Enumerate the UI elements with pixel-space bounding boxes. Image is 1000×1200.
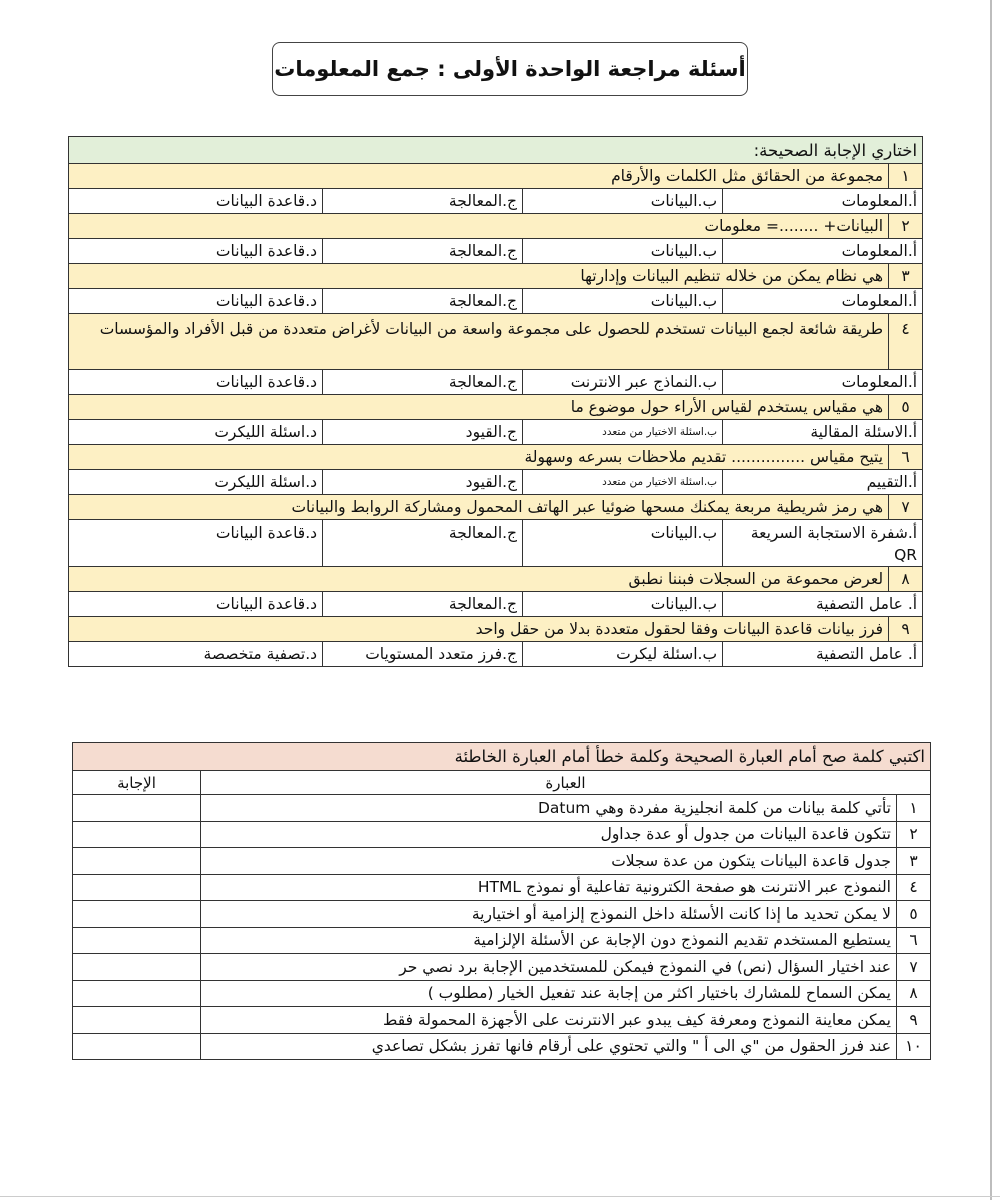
options-row xyxy=(69,592,923,617)
question-row xyxy=(69,214,923,239)
option-b[interactable]: ب.اسئلة الاختيار من متعدد xyxy=(523,470,723,495)
answer-column-header: الإجابة xyxy=(73,771,201,795)
statement-text: جدول قاعدة البيانات يتكون من عدة سجلات xyxy=(201,848,897,875)
statement-number: ١ xyxy=(897,795,931,822)
options-row xyxy=(69,370,923,395)
question-text: يتيح مقياس ............... تقديم ملاحظات بسرعه وسهولة xyxy=(69,445,889,470)
options-row xyxy=(69,189,923,214)
statement-text: يمكن السماح للمشارك باختيار اكثر من إجابة عند تفعيل الخيار (مطلوب ) xyxy=(201,980,897,1007)
question-row xyxy=(69,264,923,289)
question-row xyxy=(69,617,923,642)
option-b[interactable]: ب.البيانات xyxy=(523,289,723,314)
statement-column-header: العبارة xyxy=(201,771,931,795)
question-text: هي رمز شريطية مربعة يمكنك مسحها ضوئيا عبر الهاتف المحمول ومشاركة الروابط والبيانات xyxy=(69,495,889,520)
option-a[interactable]: أ.شفرة الاستجابة السريعة QR xyxy=(723,520,923,567)
option-c[interactable]: ج.المعالجة xyxy=(323,592,523,617)
mcq-header-row xyxy=(69,137,923,164)
answer-cell[interactable] xyxy=(73,848,201,875)
option-b[interactable]: ب.النماذج عبر الانترنت xyxy=(523,370,723,395)
question-number: ٥ xyxy=(889,395,923,420)
answer-cell[interactable] xyxy=(73,954,201,981)
option-d[interactable]: د.تصفية متخصصة xyxy=(69,642,323,667)
option-d[interactable]: د.قاعدة البيانات xyxy=(69,520,323,567)
question-text: لعرض محموعة من السجلات فبننا نطبق xyxy=(69,567,889,592)
question-row xyxy=(69,567,923,592)
option-a[interactable]: أ.المعلومات xyxy=(723,189,923,214)
question-number: ٣ xyxy=(889,264,923,289)
tf-instructions: اكتبي كلمة صح أمام العبارة الصحيحة وكلمة خطأ أمام العبارة الخاطئة xyxy=(73,743,931,771)
option-a[interactable]: أ. عامل التصفية xyxy=(723,642,923,667)
option-a[interactable]: أ.المعلومات xyxy=(723,370,923,395)
option-d[interactable]: د.قاعدة البيانات xyxy=(69,189,323,214)
page-title: أسئلة مراجعة الواحدة الأولى : جمع المعلومات xyxy=(272,42,748,96)
statement-row xyxy=(73,980,931,1007)
page-bottom-edge xyxy=(0,1196,1000,1197)
options-row xyxy=(69,239,923,264)
options-row xyxy=(69,642,923,667)
question-number: ٨ xyxy=(889,567,923,592)
true-false-table xyxy=(72,742,931,1060)
answer-cell[interactable] xyxy=(73,980,201,1007)
statement-number: ٣ xyxy=(897,848,931,875)
option-d[interactable]: د.اسئلة الليكرت xyxy=(69,420,323,445)
mcq-instructions: اختاري الإجابة الصحيحة: xyxy=(69,137,923,164)
statement-row xyxy=(73,795,931,822)
option-a[interactable]: أ. عامل التصفية xyxy=(723,592,923,617)
question-row xyxy=(69,395,923,420)
answer-cell[interactable] xyxy=(73,927,201,954)
question-number: ٧ xyxy=(889,495,923,520)
tf-column-headers xyxy=(73,771,931,795)
question-number: ١ xyxy=(889,164,923,189)
answer-cell[interactable] xyxy=(73,901,201,928)
options-row xyxy=(69,289,923,314)
option-a[interactable]: أ.الاسئلة المقالية xyxy=(723,420,923,445)
statement-number: ٢ xyxy=(897,821,931,848)
statement-number: ٤ xyxy=(897,874,931,901)
question-text: طريقة شائعة لجمع البيانات تستخدم للحصول على مجموعة واسعة من البيانات لأغراض متعددة من قبل الأفراد والمؤسسات xyxy=(69,314,889,370)
answer-cell[interactable] xyxy=(73,1033,201,1060)
statement-row xyxy=(73,901,931,928)
options-row xyxy=(69,420,923,445)
question-number: ٩ xyxy=(889,617,923,642)
option-a[interactable]: أ.المعلومات xyxy=(723,239,923,264)
statement-row xyxy=(73,927,931,954)
statement-number: ١٠ xyxy=(897,1033,931,1060)
statement-row xyxy=(73,1007,931,1034)
option-b[interactable]: ب.اسئلة ليكرت xyxy=(523,642,723,667)
statement-number: ٨ xyxy=(897,980,931,1007)
question-row xyxy=(69,314,923,370)
question-row xyxy=(69,445,923,470)
statement-row xyxy=(73,1033,931,1060)
answer-cell[interactable] xyxy=(73,795,201,822)
statement-text: تأتي كلمة بيانات من كلمة انجليزية مفردة وهي Datum xyxy=(201,795,897,822)
options-row xyxy=(69,470,923,495)
statement-text: عند اختيار السؤال (نص) في النموذج فيمكن للمستخدمين الإجابة برد نصي حر xyxy=(201,954,897,981)
option-c[interactable]: ج.المعالجة xyxy=(323,370,523,395)
statement-text: لا يمكن تحديد ما إذا كانت الأسئلة داخل النموذج إلزامية أو اختيارية xyxy=(201,901,897,928)
statement-text: يمكن معاينة النموذج ومعرفة كيف يبدو عبر الانترنت على الأجهزة المحمولة فقط xyxy=(201,1007,897,1034)
question-text: هي مقياس يستخدم لقياس الأراء حول موضوع ما xyxy=(69,395,889,420)
statement-text: يستطيع المستخدم تقديم النموذج دون الإجابة عن الأسئلة الإلزامية xyxy=(201,927,897,954)
question-number: ٢ xyxy=(889,214,923,239)
tf-header-row xyxy=(73,743,931,771)
multiple-choice-table xyxy=(68,136,923,667)
question-row xyxy=(69,495,923,520)
question-text: البيانات+ ........= معلومات xyxy=(69,214,889,239)
question-text: مجموعة من الحقائق مثل الكلمات والأرقام xyxy=(69,164,889,189)
option-c[interactable]: ج.المعالجة xyxy=(323,289,523,314)
statement-number: ٩ xyxy=(897,1007,931,1034)
options-row xyxy=(69,520,923,567)
option-b[interactable]: ب.اسئلة الاختيار من متعدد xyxy=(523,420,723,445)
answer-cell[interactable] xyxy=(73,874,201,901)
option-d[interactable]: د.اسئلة الليكرت xyxy=(69,470,323,495)
question-row xyxy=(69,164,923,189)
option-b[interactable]: ب.البيانات xyxy=(523,239,723,264)
question-text: هي نظام يمكن من خلاله تنظيم البيانات وإدارتها xyxy=(69,264,889,289)
option-b[interactable]: ب.البيانات xyxy=(523,189,723,214)
option-b[interactable]: ب.البيانات xyxy=(523,520,723,567)
question-number: ٤ xyxy=(889,314,923,370)
option-c[interactable]: ج.القيود xyxy=(323,470,523,495)
option-a[interactable]: أ.المعلومات xyxy=(723,289,923,314)
option-d[interactable]: د.قاعدة البيانات xyxy=(69,592,323,617)
statement-text: النموذج عبر الانترنت هو صفحة الكترونية تفاعلية أو نموذج HTML xyxy=(201,874,897,901)
option-c[interactable]: ج.المعالجة xyxy=(323,239,523,264)
statement-number: ٦ xyxy=(897,927,931,954)
statement-number: ٧ xyxy=(897,954,931,981)
statement-text: عند فرز الحقول من "ي الى أ " والتي تحتوي على أرقام فانها تفرز بشكل تصاعدي xyxy=(201,1033,897,1060)
option-c[interactable]: ج.المعالجة xyxy=(323,520,523,567)
answer-cell[interactable] xyxy=(73,821,201,848)
option-c[interactable]: ج.فرز متعدد المستويات xyxy=(323,642,523,667)
question-text: فرز بيانات قاعدة البيانات وفقا لحقول متعددة بدلا من حقل واحد xyxy=(69,617,889,642)
option-c[interactable]: ج.المعالجة xyxy=(323,189,523,214)
option-b[interactable]: ب.البيانات xyxy=(523,592,723,617)
option-d[interactable]: د.قاعدة البيانات xyxy=(69,289,323,314)
answer-cell[interactable] xyxy=(73,1007,201,1034)
statement-text: تتكون قاعدة البيانات من جدول أو عدة جداول xyxy=(201,821,897,848)
question-number: ٦ xyxy=(889,445,923,470)
statement-row xyxy=(73,848,931,875)
statement-row xyxy=(73,821,931,848)
option-d[interactable]: د.قاعدة البيانات xyxy=(69,370,323,395)
statement-number: ٥ xyxy=(897,901,931,928)
option-a[interactable]: أ.التقييم xyxy=(723,470,923,495)
statement-row xyxy=(73,874,931,901)
statement-row xyxy=(73,954,931,981)
option-c[interactable]: ج.القيود xyxy=(323,420,523,445)
option-d[interactable]: د.قاعدة البيانات xyxy=(69,239,323,264)
